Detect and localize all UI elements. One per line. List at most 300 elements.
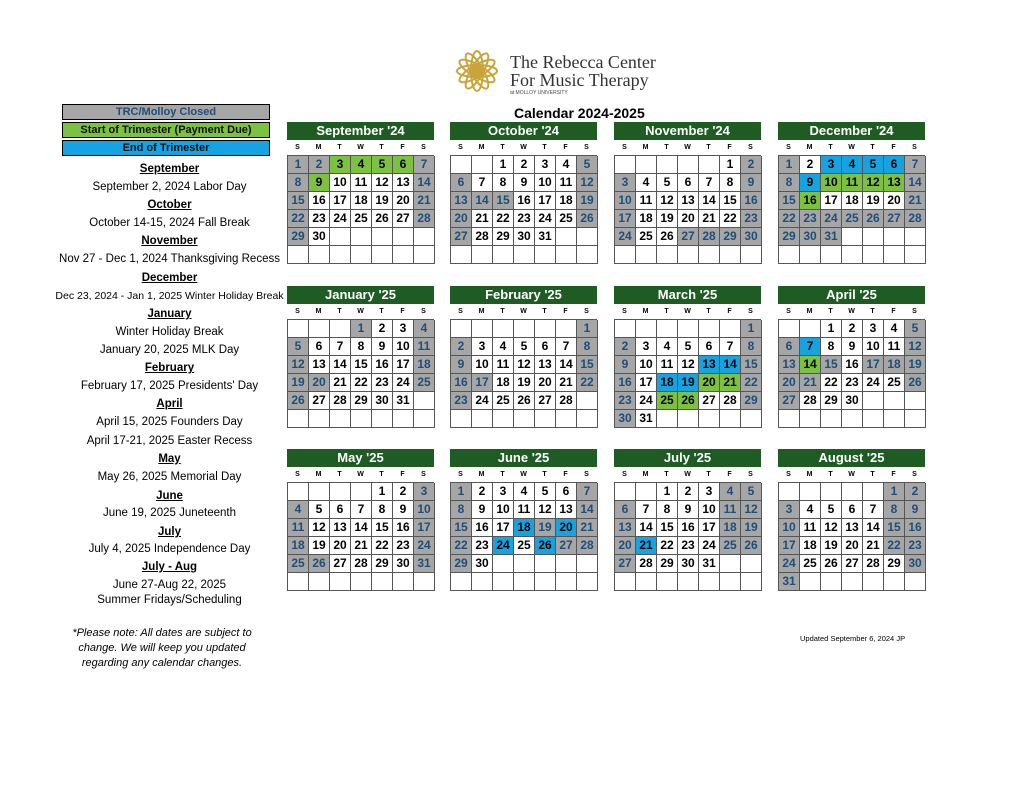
day-cell: 25 [720,537,741,555]
legend-start-of-trimester: Start of Trimester (Payment Due) [62,122,270,138]
day-cell: 10 [779,519,800,537]
empty-cell [472,246,493,264]
day-cell: 14 [577,501,598,519]
day-cell: 11 [351,174,372,192]
day-cell: 7 [699,174,720,192]
month-calendar [778,449,925,591]
empty-cell [678,573,699,591]
day-cell: 3 [863,320,884,338]
weekday-label: F [400,144,405,151]
weekday-label: M [478,471,485,478]
empty-cell [636,573,657,591]
weekday-label: M [642,144,649,151]
day-cell: 14 [472,192,493,210]
day-cell: 13 [451,192,472,210]
empty-cell [800,410,821,428]
day-cell: 2 [472,483,493,501]
day-cell: 1 [779,156,800,174]
day-cell: 12 [905,338,926,356]
day-cell: 4 [884,320,905,338]
day-cell: 11 [288,519,309,537]
day-cell: 5 [741,483,762,501]
empty-cell [800,573,821,591]
day-cell: 30 [372,392,393,410]
empty-cell [288,483,309,501]
weekday-label: S [295,144,300,151]
day-cell: 12 [678,356,699,374]
month-heading: May [158,453,181,465]
weekday-label: S [295,471,300,478]
day-cell: 25 [493,392,514,410]
empty-cell [493,573,514,591]
day-cell: 18 [414,356,435,374]
day-cell: 21 [577,519,598,537]
weekday-label: S [912,308,917,315]
day-cell: 22 [779,210,800,228]
empty-cell [514,555,535,573]
empty-cell [821,410,842,428]
day-cell: 7 [556,338,577,356]
day-cell: 6 [615,501,636,519]
org-name-line2: For Music Therapy [510,70,649,90]
empty-cell [414,573,435,591]
day-cell: 12 [535,501,556,519]
day-cell: 25 [414,374,435,392]
day-cell: 12 [288,356,309,374]
legend-end-of-trimester: End of Trimester [62,140,270,156]
day-cell: 29 [493,228,514,246]
empty-cell [842,246,863,264]
day-cell: 29 [821,392,842,410]
weekday-label: T [828,308,833,315]
day-cell: 21 [472,210,493,228]
day-cell: 16 [451,374,472,392]
empty-cell [330,573,351,591]
day-cell: 8 [741,338,762,356]
empty-cell [414,246,435,264]
day-grid [450,319,597,428]
org-name-line1: The Rebecca Center [510,52,656,72]
day-cell: 27 [884,210,905,228]
day-cell: 15 [821,356,842,374]
empty-cell [615,246,636,264]
weekday-label: S [786,308,791,315]
day-cell: 9 [615,356,636,374]
empty-cell [720,320,741,338]
day-cell: 29 [451,555,472,573]
day-cell: 15 [720,192,741,210]
empty-cell [863,483,884,501]
empty-cell [779,246,800,264]
empty-cell [393,228,414,246]
empty-cell [863,246,884,264]
day-cell: 24 [615,228,636,246]
weekday-label: W [684,471,691,478]
day-cell: 28 [414,210,435,228]
empty-cell [351,410,372,428]
day-cell: 7 [905,156,926,174]
day-cell: 17 [636,374,657,392]
day-cell: 13 [699,356,720,374]
day-cell: 26 [741,537,762,555]
weekday-label: S [912,471,917,478]
day-cell: 20 [393,192,414,210]
weekday-label: W [357,471,364,478]
weekday-label: S [458,471,463,478]
month-title: September '24 [287,122,434,140]
empty-cell [657,320,678,338]
day-grid [287,155,434,264]
empty-cell [905,246,926,264]
day-cell: 23 [372,374,393,392]
empty-cell [884,246,905,264]
day-cell: 4 [351,156,372,174]
empty-cell [741,246,762,264]
day-cell: 24 [779,555,800,573]
day-cell: 8 [821,338,842,356]
day-cell: 26 [309,555,330,573]
empty-cell [821,246,842,264]
empty-cell [615,573,636,591]
empty-cell [657,573,678,591]
day-cell: 15 [577,356,598,374]
day-cell: 9 [472,501,493,519]
empty-cell [863,228,884,246]
empty-cell [905,573,926,591]
logo [450,46,680,98]
day-cell: 1 [657,483,678,501]
empty-cell [636,483,657,501]
day-cell: 18 [800,537,821,555]
day-cell: 23 [800,210,821,228]
day-cell: 23 [905,537,926,555]
day-cell: 19 [288,374,309,392]
weekday-label: T [500,471,505,478]
day-cell: 25 [657,392,678,410]
month-calendar [287,122,434,264]
day-cell: 19 [577,192,598,210]
weekday-label: W [357,144,364,151]
day-cell: 15 [884,519,905,537]
day-cell: 13 [842,519,863,537]
empty-cell [330,483,351,501]
day-cell: 27 [699,392,720,410]
day-cell: 15 [288,192,309,210]
day-cell: 1 [493,156,514,174]
month-calendar [450,122,597,264]
empty-cell [451,573,472,591]
empty-cell [535,320,556,338]
day-cell: 28 [556,392,577,410]
day-cell: 30 [905,555,926,573]
empty-cell [720,246,741,264]
empty-cell [577,555,598,573]
day-cell: 8 [372,501,393,519]
day-grid [778,482,925,591]
weekday-label: W [684,308,691,315]
day-cell: 8 [657,501,678,519]
day-cell: 7 [720,338,741,356]
weekday-label: T [500,144,505,151]
month-heading: July [157,526,181,538]
weekday-label: F [891,471,896,478]
day-cell: 15 [741,356,762,374]
day-cell: 19 [535,519,556,537]
empty-cell [699,246,720,264]
empty-cell [309,483,330,501]
weekday-header [287,304,434,319]
day-cell: 1 [351,320,372,338]
day-cell: 10 [821,174,842,192]
day-cell: 2 [741,156,762,174]
day-cell: 8 [720,174,741,192]
day-cell: 22 [451,537,472,555]
day-cell: 9 [678,501,699,519]
empty-cell [842,573,863,591]
empty-cell [678,156,699,174]
day-cell: 17 [863,356,884,374]
day-cell: 21 [720,374,741,392]
day-cell: 25 [800,555,821,573]
weekday-label: S [748,144,753,151]
day-cell: 17 [330,192,351,210]
day-cell: 25 [556,210,577,228]
weekday-label: F [563,471,568,478]
weekday-label: W [848,471,855,478]
day-cell: 26 [678,392,699,410]
empty-cell [330,228,351,246]
weekday-label: T [542,144,547,151]
day-cell: 5 [577,156,598,174]
day-cell: 31 [636,410,657,428]
day-cell: 21 [800,374,821,392]
day-cell: 27 [330,555,351,573]
day-cell: 14 [556,356,577,374]
month-calendar [778,122,925,264]
day-cell: 2 [514,156,535,174]
day-cell: 8 [288,174,309,192]
empty-cell [309,320,330,338]
day-cell: 1 [372,483,393,501]
day-cell: 31 [414,555,435,573]
day-cell: 16 [372,356,393,374]
day-cell: 10 [699,501,720,519]
day-cell: 27 [451,228,472,246]
day-cell: 28 [351,555,372,573]
month-heading: January [147,308,192,320]
day-cell: 6 [678,174,699,192]
day-cell: 16 [842,356,863,374]
day-cell: 23 [615,392,636,410]
holiday-entry: June 27-Aug 22, 2025 [112,579,227,591]
weekday-label: S [421,471,426,478]
empty-cell [863,392,884,410]
month-title: February '25 [450,286,597,304]
empty-cell [842,483,863,501]
empty-cell [330,320,351,338]
day-cell: 11 [720,501,741,519]
empty-cell [393,246,414,264]
weekday-label: M [806,471,813,478]
weekday-label: F [400,471,405,478]
day-cell: 21 [556,374,577,392]
day-grid [778,319,925,428]
day-cell: 3 [615,174,636,192]
day-cell: 30 [678,555,699,573]
day-cell: 7 [472,174,493,192]
weekday-label: F [891,308,896,315]
day-cell: 9 [451,356,472,374]
empty-cell [741,555,762,573]
day-cell: 25 [514,537,535,555]
day-cell: 24 [393,374,414,392]
empty-cell [800,246,821,264]
empty-cell [414,392,435,410]
empty-cell [863,410,884,428]
weekday-label: M [642,308,649,315]
day-cell: 13 [330,519,351,537]
day-cell: 28 [472,228,493,246]
empty-cell [288,573,309,591]
empty-cell [372,246,393,264]
empty-cell [472,320,493,338]
day-cell: 27 [535,392,556,410]
weekday-header [614,140,761,155]
day-cell: 12 [372,174,393,192]
day-cell: 9 [514,174,535,192]
empty-cell [779,410,800,428]
day-cell: 2 [842,320,863,338]
empty-cell [699,573,720,591]
day-cell: 4 [842,156,863,174]
month-heading: April [156,398,183,410]
day-cell: 14 [414,174,435,192]
day-cell: 18 [514,519,535,537]
day-cell: 18 [493,374,514,392]
holiday-entry: April 15, 2025 Founders Day [96,416,243,428]
empty-cell [779,320,800,338]
day-grid [450,155,597,264]
day-cell: 5 [309,501,330,519]
day-grid [287,482,434,591]
empty-cell [779,483,800,501]
day-cell: 7 [800,338,821,356]
day-cell: 4 [414,320,435,338]
day-cell: 29 [657,555,678,573]
day-grid [287,319,434,428]
day-cell: 25 [288,555,309,573]
flower-logo-icon [450,46,504,96]
day-cell: 28 [330,392,351,410]
holiday-entry: Summer Fridays/Scheduling [97,594,242,606]
day-cell: 6 [451,174,472,192]
holiday-entry: Nov 27 - Dec 1, 2024 Thanksgiving Recess [59,253,280,265]
weekday-label: M [642,471,649,478]
weekday-label: M [315,144,322,151]
empty-cell [472,573,493,591]
day-cell: 20 [330,537,351,555]
weekday-label: T [664,471,669,478]
day-cell: 3 [393,320,414,338]
day-cell: 14 [699,192,720,210]
empty-cell [615,483,636,501]
day-cell: 12 [821,519,842,537]
day-cell: 20 [884,192,905,210]
day-cell: 6 [535,338,556,356]
day-cell: 5 [657,174,678,192]
day-cell: 5 [372,156,393,174]
month-title: June '25 [450,449,597,467]
empty-cell [351,573,372,591]
empty-cell [577,228,598,246]
empty-cell [821,573,842,591]
day-cell: 19 [514,374,535,392]
empty-cell [615,320,636,338]
day-cell: 30 [472,555,493,573]
day-cell: 10 [472,356,493,374]
weekday-label: F [891,144,896,151]
weekday-header [450,140,597,155]
day-cell: 8 [493,174,514,192]
weekday-label: T [337,144,342,151]
weekday-label: S [786,144,791,151]
day-cell: 29 [372,555,393,573]
day-cell: 19 [678,374,699,392]
day-cell: 12 [309,519,330,537]
day-cell: 22 [493,210,514,228]
day-cell: 21 [863,537,884,555]
empty-cell [636,246,657,264]
day-cell: 5 [288,338,309,356]
day-cell: 1 [821,320,842,338]
day-cell: 19 [741,519,762,537]
day-cell: 19 [657,210,678,228]
empty-cell [514,320,535,338]
day-cell: 19 [863,192,884,210]
weekday-label: S [458,144,463,151]
day-cell: 29 [779,228,800,246]
weekday-label: F [563,144,568,151]
month-calendar [287,449,434,591]
day-cell: 7 [414,156,435,174]
day-cell: 5 [863,156,884,174]
holiday-entry: February 17, 2025 Presidents' Day [80,380,259,392]
weekday-label: T [706,144,711,151]
day-cell: 21 [699,210,720,228]
day-cell: 26 [863,210,884,228]
empty-cell [493,246,514,264]
day-cell: 14 [905,174,926,192]
day-cell: 16 [800,192,821,210]
weekday-label: W [357,308,364,315]
weekday-label: S [622,471,627,478]
day-cell: 12 [514,356,535,374]
empty-cell [535,555,556,573]
day-grid [614,482,761,591]
weekday-label: S [912,144,917,151]
day-cell: 7 [577,483,598,501]
day-cell: 3 [493,483,514,501]
empty-cell [577,410,598,428]
day-cell: 24 [699,537,720,555]
day-cell: 9 [842,338,863,356]
day-cell: 11 [842,174,863,192]
day-cell: 3 [535,156,556,174]
weekday-label: M [315,471,322,478]
day-cell: 7 [636,501,657,519]
day-cell: 29 [741,392,762,410]
empty-cell [636,320,657,338]
